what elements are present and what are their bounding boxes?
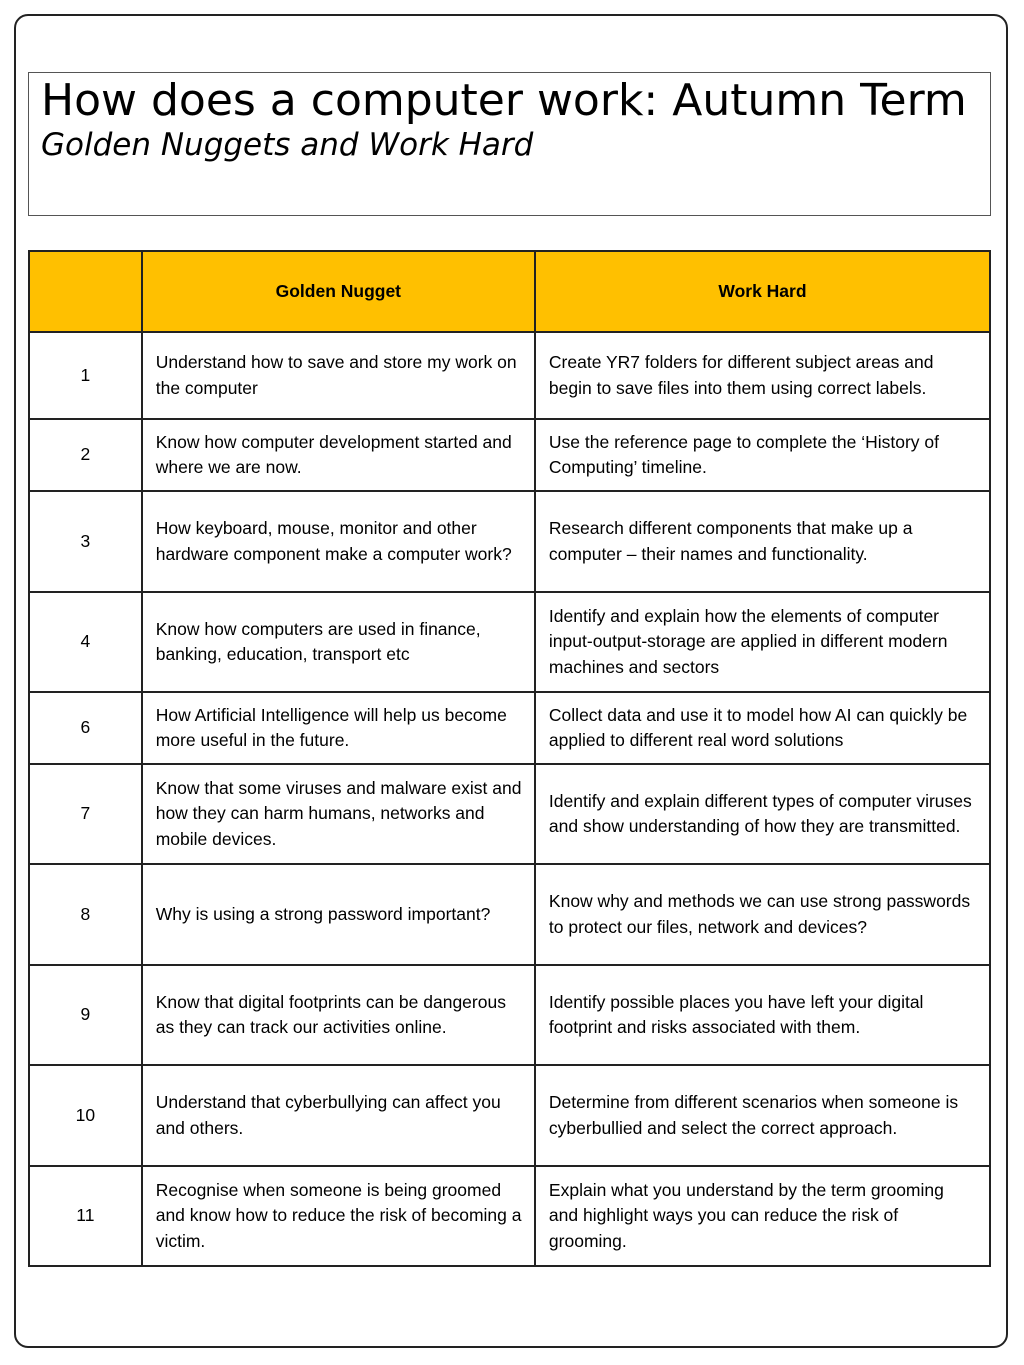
row-number: 6: [29, 692, 142, 764]
page-title: How does a computer work: Autumn Term: [41, 75, 967, 126]
table-row: [29, 692, 990, 764]
table-row: [29, 1065, 990, 1166]
table-row: [29, 491, 990, 592]
table-row: [29, 592, 990, 692]
work-hard-cell: Collect data and use it to model how AI can quickly be applied to different real word solutions: [535, 692, 990, 764]
work-hard-cell: Create YR7 folders for different subject areas and begin to save files into them using correct labels.: [535, 332, 990, 419]
row-number: 4: [29, 592, 142, 692]
row-number: 7: [29, 764, 142, 864]
row-number: 3: [29, 491, 142, 592]
table-row: [29, 764, 990, 864]
work-hard-cell: Explain what you understand by the term grooming and highlight ways you can reduce the risk of grooming.: [535, 1166, 990, 1266]
row-number: 1: [29, 332, 142, 419]
work-hard-cell: Determine from different scenarios when someone is cyberbullied and select the correct approach.: [535, 1065, 990, 1166]
golden-nugget-cell: Know that some viruses and malware exist and how they can harm humans, networks and mobile devices.: [142, 764, 535, 864]
table-row: [29, 419, 990, 491]
work-hard-cell: Identify and explain how the elements of computer input-output-storage are applied in different modern machines and sectors: [535, 592, 990, 692]
header-number: [29, 251, 142, 332]
work-hard-cell: Identify and explain different types of computer viruses and show understanding of how they are transmitted.: [535, 764, 990, 864]
golden-nugget-cell: Understand that cyberbullying can affect you and others.: [142, 1065, 535, 1166]
work-hard-cell: Research different components that make up a computer – their names and functionality.: [535, 491, 990, 592]
table-row: [29, 965, 990, 1065]
work-hard-cell: Use the reference page to complete the ‘History of Computing’ timeline.: [535, 419, 990, 491]
row-number: 11: [29, 1166, 142, 1266]
header-work-hard: Work Hard: [535, 251, 990, 332]
work-hard-cell: Know why and methods we can use strong passwords to protect our files, network and devices?: [535, 864, 990, 965]
golden-nugget-cell: Understand how to save and store my work on the computer: [142, 332, 535, 419]
header-golden-nugget: Golden Nugget: [142, 251, 535, 332]
page-subtitle: Golden Nuggets and Work Hard: [41, 127, 534, 163]
nuggets-table: [28, 250, 991, 1267]
table-row: [29, 864, 990, 965]
golden-nugget-cell: Know how computers are used in finance, banking, education, transport etc: [142, 592, 535, 692]
table-row: [29, 332, 990, 419]
golden-nugget-cell: Recognise when someone is being groomed and know how to reduce the risk of becoming a victim.: [142, 1166, 535, 1266]
golden-nugget-cell: How Artificial Intelligence will help us become more useful in the future.: [142, 692, 535, 764]
row-number: 9: [29, 965, 142, 1065]
row-number: 2: [29, 419, 142, 491]
golden-nugget-cell: How keyboard, mouse, monitor and other hardware component make a computer work?: [142, 491, 535, 592]
row-number: 10: [29, 1065, 142, 1166]
table-header-row: [29, 251, 990, 332]
golden-nugget-cell: Know how computer development started and where we are now.: [142, 419, 535, 491]
table-row: [29, 1166, 990, 1266]
title-box: [28, 72, 991, 216]
golden-nugget-cell: Know that digital footprints can be dangerous as they can track our activities online.: [142, 965, 535, 1065]
row-number: 8: [29, 864, 142, 965]
golden-nugget-cell: Why is using a strong password important?: [142, 864, 535, 965]
work-hard-cell: Identify possible places you have left your digital footprint and risks associated with them.: [535, 965, 990, 1065]
